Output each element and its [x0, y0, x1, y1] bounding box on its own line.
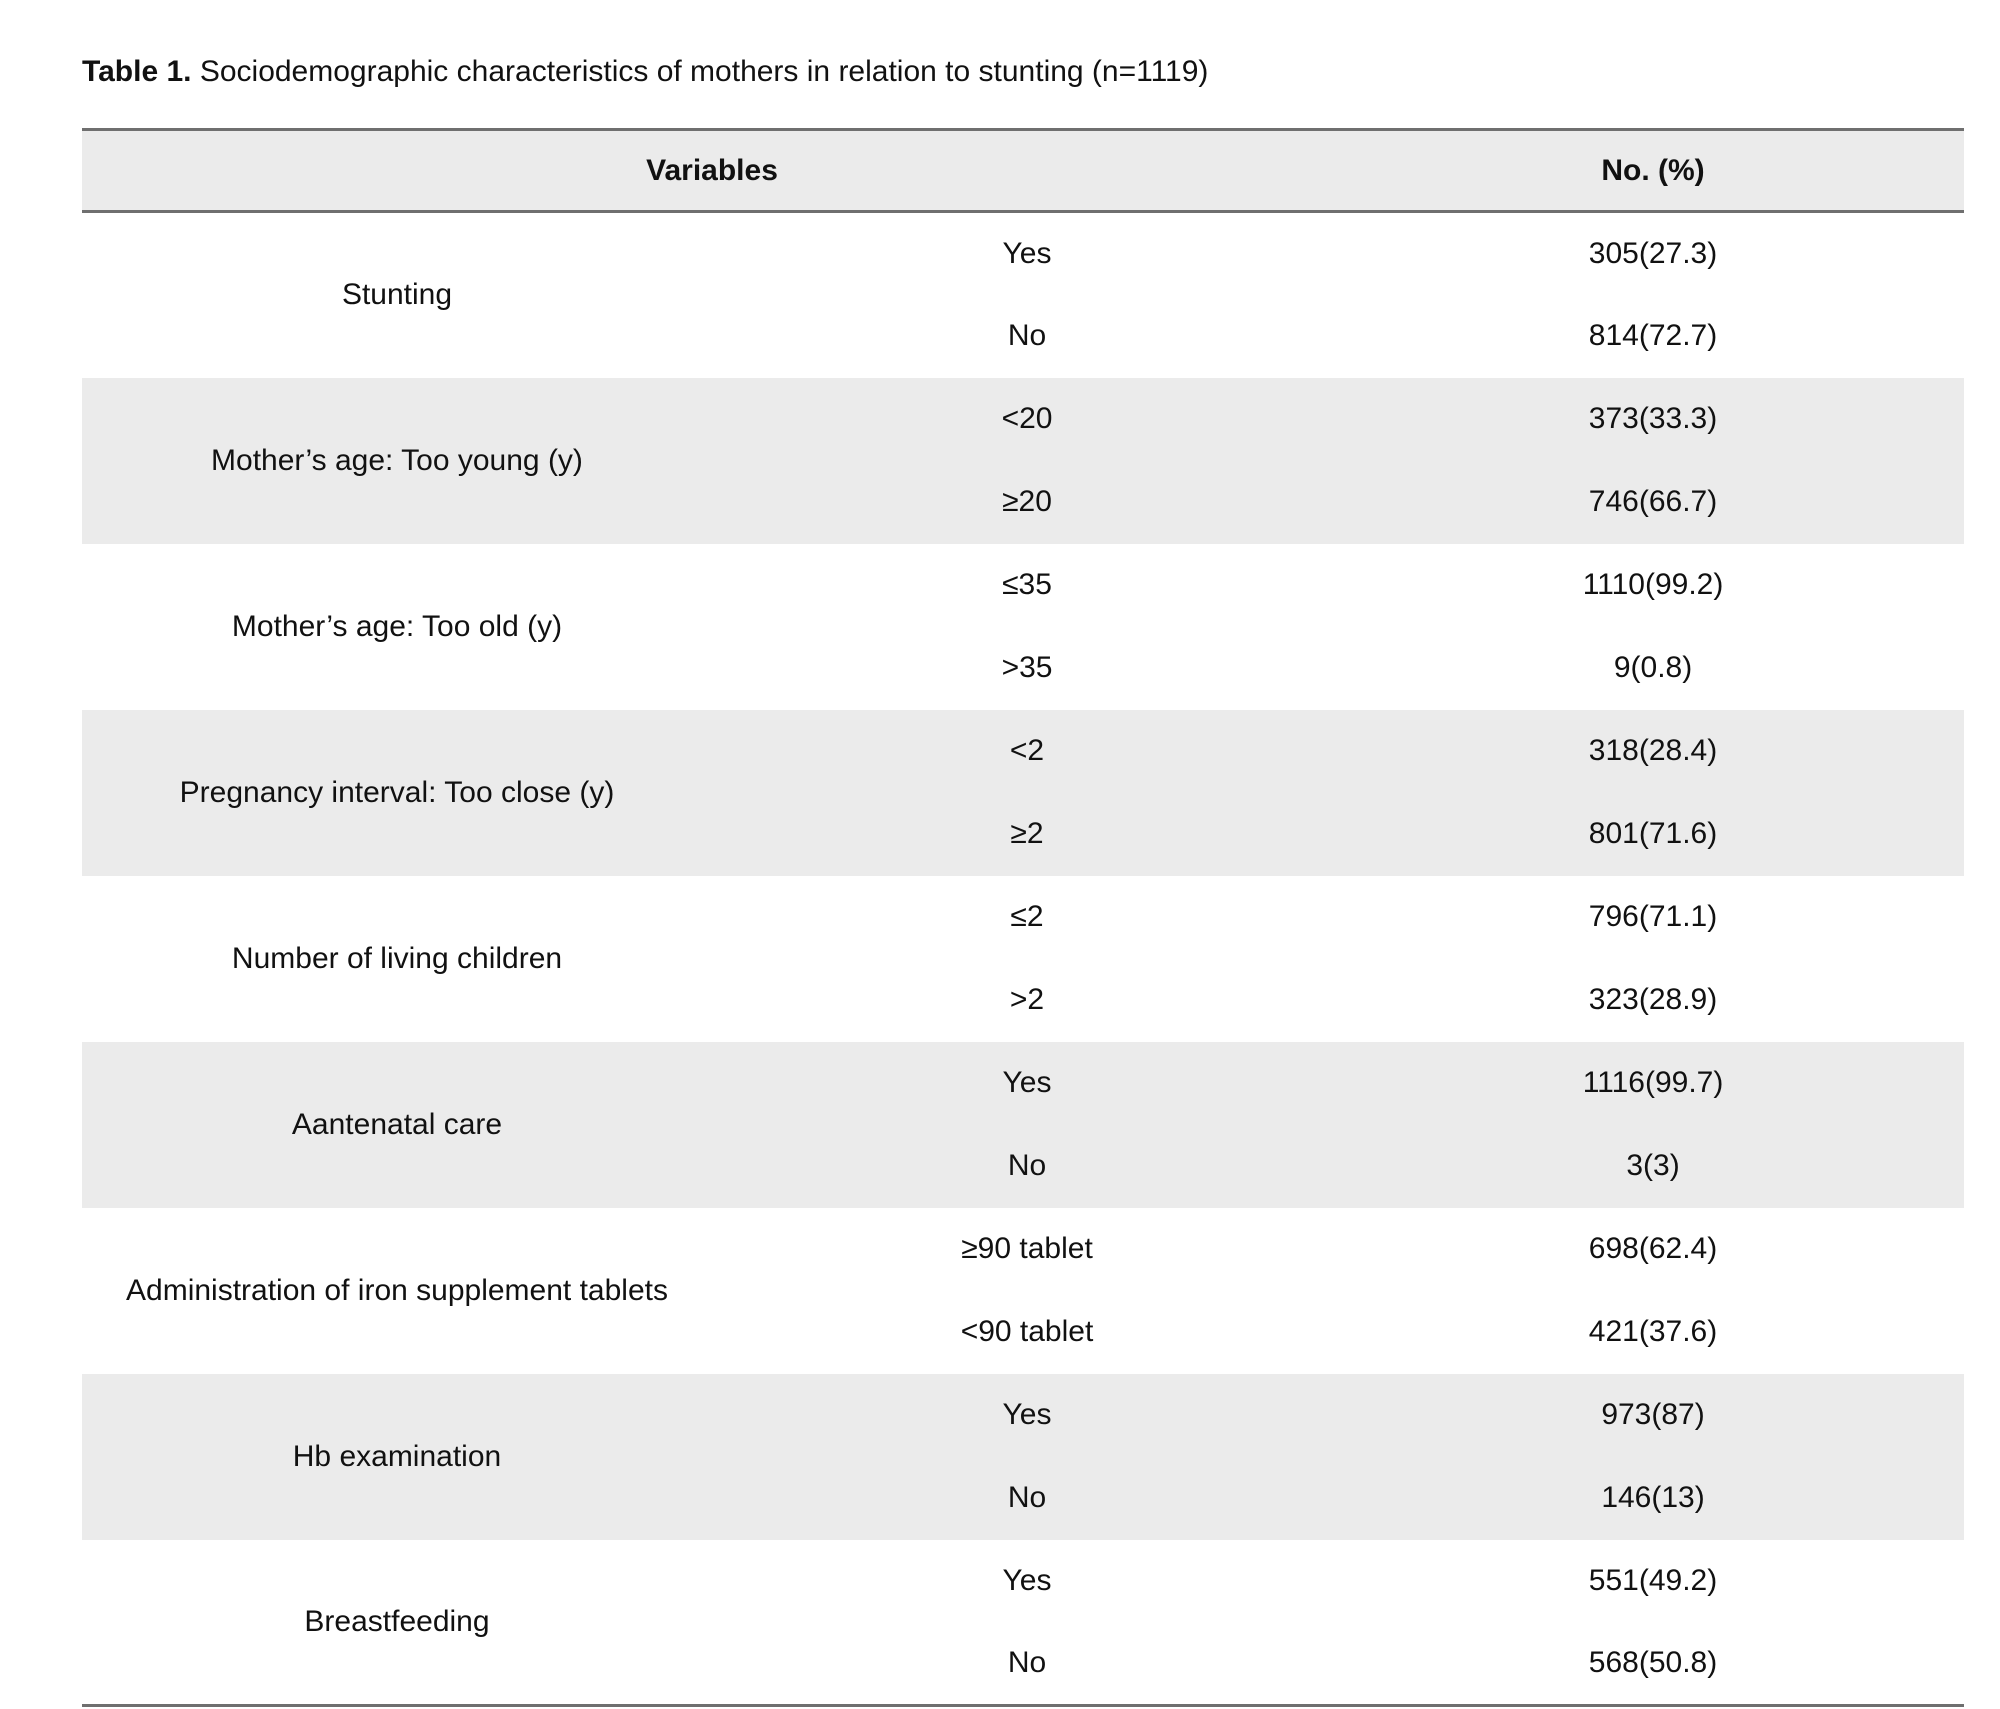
level-cell: ≥2: [1010, 817, 1044, 850]
level-cell: <20: [1001, 402, 1053, 435]
value-cell: 318(28.4): [1588, 734, 1718, 767]
value-cell: 814(72.7): [1588, 319, 1718, 352]
value-cell: 1116(99.7): [1582, 1066, 1724, 1099]
variable-cell: Administration of iron supplement tablets: [126, 1273, 668, 1307]
value-cell: 3(3): [1626, 1149, 1680, 1182]
variable-cell: Mother’s age: Too old (y): [231, 609, 563, 643]
level-cell: No: [712, 1623, 1342, 1706]
variable-cell: Pregnancy interval: Too close (y): [179, 775, 615, 809]
table-row: [82, 1540, 1964, 1623]
header-variables: Variables: [82, 130, 1342, 212]
value-cell: 551(49.2): [1588, 1564, 1718, 1597]
level-cell: No: [1007, 1481, 1047, 1514]
level-cell: <90 tablet: [960, 1315, 1094, 1348]
variable-cell: Stunting: [341, 278, 453, 312]
table-row: [82, 1042, 1964, 1125]
table-row: [82, 876, 1964, 959]
table-row: [82, 378, 1964, 461]
value-cell: 305(27.3): [1588, 236, 1718, 270]
level-cell: >2: [1009, 983, 1045, 1016]
level-cell: No: [1007, 1149, 1047, 1182]
level-cell: Yes: [1002, 1066, 1052, 1099]
table-body: [82, 212, 1964, 1706]
table-row: [82, 1374, 1964, 1457]
level-cell: >35: [1001, 651, 1053, 684]
value-cell: 421(37.6): [1588, 1315, 1718, 1348]
table-row: [82, 710, 1964, 793]
header-count: No. (%): [1342, 130, 1964, 212]
level-cell: ≥90 tablet: [961, 1232, 1093, 1265]
value-cell: 801(71.6): [1588, 817, 1718, 850]
stunting-characteristics-table: [82, 128, 1964, 1707]
value-cell: 1110(99.2): [1582, 568, 1724, 601]
table-row: [82, 212, 1964, 295]
level-cell: <2: [1009, 734, 1045, 767]
level-cell: Yes: [1002, 1564, 1052, 1597]
header-row: [82, 130, 1964, 212]
table-caption-label: Table 1.: [82, 55, 192, 88]
variable-cell: Breastfeeding: [82, 1540, 712, 1706]
level-cell: ≥20: [1002, 485, 1052, 518]
value-cell: 698(62.4): [1588, 1232, 1718, 1265]
value-cell: 796(71.1): [1588, 900, 1718, 933]
level-cell: No: [1007, 319, 1047, 352]
value-cell: 146(13): [1601, 1481, 1705, 1514]
table-row: [82, 544, 1964, 627]
value-cell: 568(50.8): [1342, 1623, 1964, 1706]
value-cell: 9(0.8): [1613, 651, 1693, 684]
value-cell: 973(87): [1601, 1398, 1705, 1431]
table-row: [82, 1208, 1964, 1291]
value-cell: 323(28.9): [1588, 983, 1718, 1016]
variable-cell: Number of living children: [231, 941, 563, 975]
value-cell: 373(33.3): [1588, 402, 1718, 435]
variable-cell: Hb examination: [292, 1439, 502, 1473]
variable-cell: Mother’s age: Too young (y): [211, 443, 583, 477]
variable-cell: Aantenatal care: [291, 1107, 503, 1141]
level-cell: ≤2: [1010, 900, 1044, 933]
table-header: [82, 130, 1964, 212]
table-caption-text: Sociodemographic characteristics of mothers in relation to stunting (n=1119): [199, 55, 1209, 88]
level-cell: ≤35: [1002, 568, 1052, 601]
table-caption: [82, 52, 1208, 92]
value-cell: 746(66.7): [1588, 485, 1718, 518]
level-cell: Yes: [1002, 236, 1052, 270]
level-cell: Yes: [1002, 1398, 1052, 1431]
